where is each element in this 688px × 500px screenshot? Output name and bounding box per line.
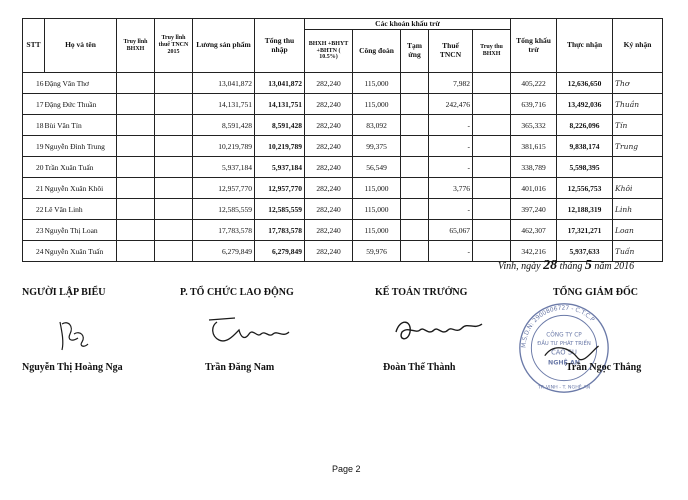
- date-prefix: Vinh, ngày: [498, 261, 541, 272]
- row-stt: 16: [23, 73, 45, 94]
- header-truy-linh-tncn: Truy lĩnh thuế TNCN 2015: [155, 19, 193, 73]
- page-number: Page 2: [332, 464, 361, 474]
- row-ky-nhan: Tín: [613, 115, 663, 136]
- row-thuc-nhan: 9,838,174: [557, 136, 613, 157]
- stamp-line1: CÔNG TY CP: [546, 332, 582, 339]
- row-truy-linh-bhxh: [117, 178, 155, 199]
- row-truy-linh-bhxh: [117, 241, 155, 262]
- row-tam-ung: [401, 199, 429, 220]
- row-cong-doan: 99,375: [353, 136, 401, 157]
- row-thue-tncn: -: [429, 115, 473, 136]
- row-luong: 8,591,428: [193, 115, 255, 136]
- row-luong: 13,041,872: [193, 73, 255, 94]
- row-truy-linh-tncn: [155, 115, 193, 136]
- row-tam-ung: [401, 115, 429, 136]
- row-stt: 24: [23, 241, 45, 262]
- row-luong: 6,279,849: [193, 241, 255, 262]
- row-tong-thu-nhap: 8,591,428: [255, 115, 305, 136]
- row-thue-tncn: 242,476: [429, 94, 473, 115]
- row-name: Đặng Văn Thơ: [45, 73, 117, 94]
- date-line: [498, 258, 634, 274]
- row-truy-linh-tncn: [155, 136, 193, 157]
- row-tong-thu-nhap: 12,957,770: [255, 178, 305, 199]
- row-thuc-nhan: 13,492,036: [557, 94, 613, 115]
- date-month: 5: [584, 258, 592, 273]
- header-tong-khau-tru: Tổng khấu trừ: [511, 19, 557, 73]
- row-tong-khau-tru: 342,216: [511, 241, 557, 262]
- row-tong-thu-nhap: 6,279,849: [255, 241, 305, 262]
- row-ky-nhan: Thơ: [613, 73, 663, 94]
- header-thuc-nhan: Thực nhận: [557, 19, 613, 73]
- table-body: [23, 73, 663, 262]
- row-truy-thu-bhxh: [473, 178, 511, 199]
- header-name: Họ và tên: [45, 19, 117, 73]
- table-row: [23, 73, 663, 94]
- table-row: [23, 157, 663, 178]
- stamp-ring-text: M.S.D.N: 2900806727 - C.T.C.P: [520, 304, 596, 349]
- row-truy-linh-tncn: [155, 94, 193, 115]
- stamp-line3: CAO SU: [551, 348, 577, 357]
- row-truy-thu-bhxh: [473, 199, 511, 220]
- row-truy-thu-bhxh: [473, 94, 511, 115]
- row-truy-linh-bhxh: [117, 220, 155, 241]
- row-tong-khau-tru: 405,222: [511, 73, 557, 94]
- row-truy-linh-tncn: [155, 220, 193, 241]
- row-stt: 17: [23, 94, 45, 115]
- row-truy-linh-tncn: [155, 157, 193, 178]
- row-name: Đặng Đức Thuần: [45, 94, 117, 115]
- table-row: [23, 199, 663, 220]
- row-luong: 12,585,559: [193, 199, 255, 220]
- row-truy-thu-bhxh: [473, 136, 511, 157]
- row-tong-khau-tru: 397,240: [511, 199, 557, 220]
- date-year: năm 2016: [594, 261, 635, 272]
- row-luong: 5,937,184: [193, 157, 255, 178]
- header-ky-nhan: Ký nhận: [613, 19, 663, 73]
- signer-director: Trần Ngọc Thắng: [566, 362, 642, 373]
- row-tong-khau-tru: 462,307: [511, 220, 557, 241]
- row-truy-linh-tncn: [155, 241, 193, 262]
- row-cong-doan: 59,976: [353, 241, 401, 262]
- row-cong-doan: 83,092: [353, 115, 401, 136]
- row-thue-tncn: -: [429, 199, 473, 220]
- row-tong-thu-nhap: 10,219,789: [255, 136, 305, 157]
- row-bhxh: 282,240: [305, 220, 353, 241]
- row-truy-thu-bhxh: [473, 115, 511, 136]
- row-cong-doan: 115,000: [353, 220, 401, 241]
- row-thue-tncn: 3,776: [429, 178, 473, 199]
- row-truy-linh-bhxh: [117, 115, 155, 136]
- row-thuc-nhan: 8,226,096: [557, 115, 613, 136]
- header-tam-ung: Tạm ứng: [401, 30, 429, 73]
- row-thuc-nhan: 5,937,633: [557, 241, 613, 262]
- row-tam-ung: [401, 73, 429, 94]
- accountant-signature-icon: [390, 312, 490, 348]
- row-cong-doan: 115,000: [353, 94, 401, 115]
- row-tong-thu-nhap: 12,585,559: [255, 199, 305, 220]
- row-name: Nguyễn Đình Trung: [45, 136, 117, 157]
- row-truy-linh-tncn: [155, 178, 193, 199]
- row-name: Bùi Văn Tín: [45, 115, 117, 136]
- row-luong: 17,783,578: [193, 220, 255, 241]
- row-cong-doan: 115,000: [353, 73, 401, 94]
- row-bhxh: 282,240: [305, 199, 353, 220]
- row-truy-linh-tncn: [155, 199, 193, 220]
- table-row: [23, 136, 663, 157]
- row-thue-tncn: 7,982: [429, 73, 473, 94]
- date-day: 28: [543, 258, 558, 273]
- row-thue-tncn: 65,067: [429, 220, 473, 241]
- row-truy-thu-bhxh: [473, 157, 511, 178]
- row-stt: 20: [23, 157, 45, 178]
- row-tam-ung: [401, 178, 429, 199]
- header-truy-linh-bhxh: Truy lĩnh BHXH: [117, 19, 155, 73]
- row-stt: 21: [23, 178, 45, 199]
- row-truy-thu-bhxh: [473, 73, 511, 94]
- row-tam-ung: [401, 94, 429, 115]
- row-truy-linh-bhxh: [117, 199, 155, 220]
- row-tam-ung: [401, 220, 429, 241]
- signer-preparer: Nguyễn Thị Hoàng Nga: [22, 362, 123, 373]
- header-tong-thu-nhap: Tổng thu nhập: [255, 19, 305, 73]
- row-tam-ung: [401, 136, 429, 157]
- row-thue-tncn: -: [429, 241, 473, 262]
- row-ky-nhan: Trung: [613, 136, 663, 157]
- row-ky-nhan: Loan: [613, 220, 663, 241]
- table-row: [23, 115, 663, 136]
- row-tong-thu-nhap: 13,041,872: [255, 73, 305, 94]
- role-labor: P. TỔ CHỨC LAO ĐỘNG: [180, 287, 294, 298]
- row-tong-thu-nhap: 14,131,751: [255, 94, 305, 115]
- company-stamp-icon: [516, 300, 612, 396]
- table-row: [23, 178, 663, 199]
- row-luong: 14,131,751: [193, 94, 255, 115]
- row-bhxh: 282,240: [305, 136, 353, 157]
- header-thue-tncn: Thuế TNCN: [429, 30, 473, 73]
- header-stt: STT: [23, 19, 45, 73]
- row-thuc-nhan: 12,636,650: [557, 73, 613, 94]
- row-tong-khau-tru: 639,716: [511, 94, 557, 115]
- stamp-bottom-text: TP. VINH - T. NGHỆ AN: [537, 385, 591, 391]
- row-name: Trần Xuân Tuấn: [45, 157, 117, 178]
- header-luong-san-pham: Lương sản phẩm: [193, 19, 255, 73]
- row-tong-khau-tru: 381,615: [511, 136, 557, 157]
- row-ky-nhan: Thuần: [613, 94, 663, 115]
- row-stt: 22: [23, 199, 45, 220]
- role-director: TỔNG GIÁM ĐỐC: [553, 287, 638, 298]
- row-name: Nguyễn Xuân Khôi: [45, 178, 117, 199]
- row-bhxh: 282,240: [305, 241, 353, 262]
- row-bhxh: 282,240: [305, 157, 353, 178]
- preparer-signature-icon: [52, 312, 92, 358]
- role-accountant: KẾ TOÁN TRƯỞNG: [375, 287, 468, 298]
- row-thue-tncn: -: [429, 136, 473, 157]
- row-bhxh: 282,240: [305, 73, 353, 94]
- date-month-label: tháng: [559, 261, 583, 272]
- row-stt: 19: [23, 136, 45, 157]
- row-bhxh: 282,240: [305, 115, 353, 136]
- row-stt: 23: [23, 220, 45, 241]
- header-deductions-group: Các khoản khấu trừ: [305, 19, 511, 30]
- row-tong-khau-tru: 338,789: [511, 157, 557, 178]
- row-tam-ung: [401, 157, 429, 178]
- row-truy-linh-bhxh: [117, 157, 155, 178]
- row-luong: 10,219,789: [193, 136, 255, 157]
- row-luong: 12,957,770: [193, 178, 255, 199]
- table-row: [23, 220, 663, 241]
- row-tong-thu-nhap: 17,783,578: [255, 220, 305, 241]
- payroll-table: [22, 18, 663, 262]
- row-tong-thu-nhap: 5,937,184: [255, 157, 305, 178]
- row-thue-tncn: -: [429, 157, 473, 178]
- row-tong-khau-tru: 365,332: [511, 115, 557, 136]
- role-preparer: NGƯỜI LẬP BIỂU: [22, 287, 106, 298]
- row-tong-khau-tru: 401,016: [511, 178, 557, 199]
- row-tam-ung: [401, 241, 429, 262]
- row-truy-thu-bhxh: [473, 220, 511, 241]
- row-ky-nhan: [613, 157, 663, 178]
- row-name: Nguyễn Thị Loan: [45, 220, 117, 241]
- row-thuc-nhan: 12,556,753: [557, 178, 613, 199]
- row-truy-linh-bhxh: [117, 73, 155, 94]
- header-truy-thu-bhxh: Truy thu BHXH: [473, 30, 511, 73]
- row-ky-nhan: Tuấn: [613, 241, 663, 262]
- row-cong-doan: 115,000: [353, 199, 401, 220]
- row-thuc-nhan: 17,321,271: [557, 220, 613, 241]
- row-thuc-nhan: 12,188,319: [557, 199, 613, 220]
- stamp-line2: ĐẦU TƯ PHÁT TRIỂN: [537, 341, 591, 348]
- row-stt: 18: [23, 115, 45, 136]
- row-thuc-nhan: 5,598,395: [557, 157, 613, 178]
- row-cong-doan: 56,549: [353, 157, 401, 178]
- row-truy-linh-bhxh: [117, 136, 155, 157]
- row-ky-nhan: Linh: [613, 199, 663, 220]
- header-cong-doan: Công đoàn: [353, 30, 401, 73]
- row-bhxh: 282,240: [305, 178, 353, 199]
- signer-labor: Trần Đăng Nam: [205, 362, 275, 373]
- labor-signature-icon: [205, 312, 295, 352]
- row-cong-doan: 115,000: [353, 178, 401, 199]
- row-name: Nguyễn Xuân Tuấn: [45, 241, 117, 262]
- header-bhxh: BHXH +BHYT +BHTN ( 10.5%): [305, 30, 353, 73]
- stamp-line4: NGHỆ AN: [547, 359, 581, 367]
- signer-accountant: Đoàn Thế Thành: [383, 362, 456, 373]
- row-truy-linh-bhxh: [117, 94, 155, 115]
- row-name: Lê Văn Linh: [45, 199, 117, 220]
- row-truy-linh-tncn: [155, 73, 193, 94]
- row-bhxh: 282,240: [305, 94, 353, 115]
- table-row: [23, 94, 663, 115]
- row-ky-nhan: Khôi: [613, 178, 663, 199]
